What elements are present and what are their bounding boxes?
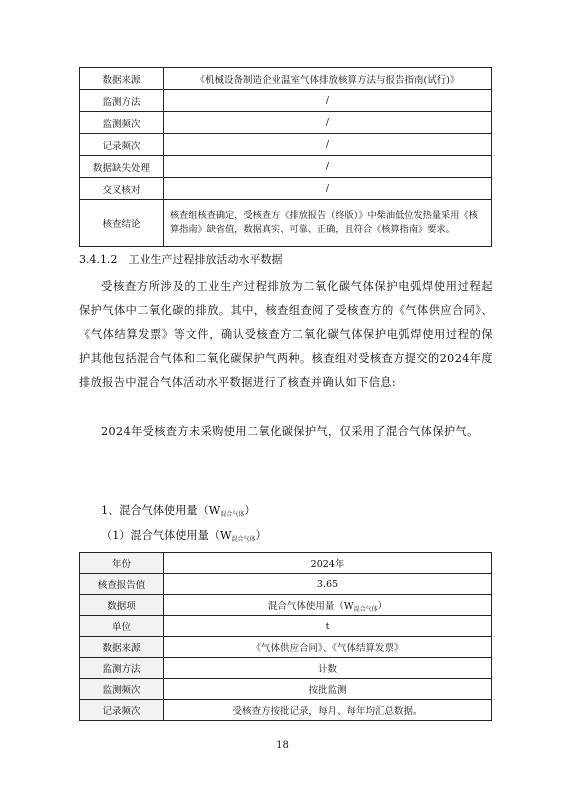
page-number: 18 (276, 740, 289, 751)
row-value: / (164, 90, 492, 112)
table-row (80, 679, 492, 700)
subscript: 混合气体 (353, 605, 378, 613)
row-value: / (164, 112, 492, 134)
row-label: 交叉核对 (80, 178, 164, 200)
row-label: 数据项 (80, 595, 164, 616)
conclusion-label: 核查结论 (80, 200, 164, 247)
row-value: 《气体供应合同》、《气体结算发票》 (164, 637, 492, 658)
row-label: 记录频次 (80, 134, 164, 156)
row-label: 核查报告值 (80, 574, 164, 595)
row-value: 受核查方按批记录，每月、每年均汇总数据。 (164, 700, 492, 721)
row-label: 监测方法 (80, 90, 164, 112)
table-row (80, 616, 492, 637)
row-label: 监测方法 (80, 658, 164, 679)
row-value: 混合气体使用量$(W_{混合气体})$ (164, 595, 492, 616)
table-row (80, 156, 492, 178)
table-row (80, 178, 492, 200)
paragraph-text: 2024年受核查方未采购使用二氧化碳保护气，仅采用了混合气体保护气。 (101, 425, 479, 438)
row-value: / (164, 156, 492, 178)
row-value: / (164, 178, 492, 200)
table-row-conclusion (80, 200, 492, 247)
paragraph-text: 受核查方所涉及的工业生产过程排放为二氧化碳气体保护电弧焊使用过程起保护气体中二氧化碳的排放。其中，核查组查阅了受核查方的《气体供应合同》、《气体结算发票》等文件，确认受核查方二氧化碳气体保护电弧焊使用过程的保护其他包括混合气体和二氧化碳保护气两种。核查组对受核查方提交的2024年度排放报告中混合气体活动水平数据进行了核查并确认如下信息: (79, 280, 493, 389)
subscript: 混合气体 (220, 511, 245, 518)
paragraph-process-emissions (79, 275, 493, 395)
table-row (80, 595, 492, 616)
table-row (80, 574, 492, 595)
list-item-mixed-gas-usage: （1）混合气体使用量$(W_{混合气体})$ (101, 529, 267, 543)
row-label: 年份 (80, 553, 164, 574)
paragraph-co2-usage (79, 420, 493, 444)
section-heading: 3.4.1.2 工业生产过程排放活动水平数据 (79, 253, 283, 266)
table-row (80, 68, 492, 90)
conclusion-text: 核查组核查确定，受核查方《排放报告（终版）》中柴油低位发热量采用《核算指南》缺省值，数据真实、可靠、正确，且符合《核算指南》要求。 (164, 200, 492, 247)
row-label: 监测频次 (80, 679, 164, 700)
table-row (80, 658, 492, 679)
table-row (80, 637, 492, 658)
table-row (80, 112, 492, 134)
row-label: 数据来源 (80, 637, 164, 658)
verification-table-bottom (79, 552, 492, 721)
list-item-mixed-gas: 1、混合气体使用量$(W_{混合气体})$ (101, 504, 256, 518)
table-row (80, 700, 492, 721)
row-value: t (164, 616, 492, 637)
subscript: 混合气体 (231, 536, 256, 543)
row-value: 《机械设备制造企业温室气体排放核算方法与报告指南(试行)》 (164, 68, 492, 90)
table-row (80, 553, 492, 574)
row-value: 2024年 (164, 553, 492, 574)
row-label: 单位 (80, 616, 164, 637)
table-row (80, 90, 492, 112)
row-label: 监测频次 (80, 112, 164, 134)
row-label: 数据来源 (80, 68, 164, 90)
row-value: 按批监测 (164, 679, 492, 700)
row-label: 记录频次 (80, 700, 164, 721)
verification-table-top (79, 67, 492, 247)
row-value: / (164, 134, 492, 156)
table-row (80, 134, 492, 156)
row-label: 数据缺失处理 (80, 156, 164, 178)
row-value: 计数 (164, 658, 492, 679)
row-value: 3.65 (164, 574, 492, 595)
